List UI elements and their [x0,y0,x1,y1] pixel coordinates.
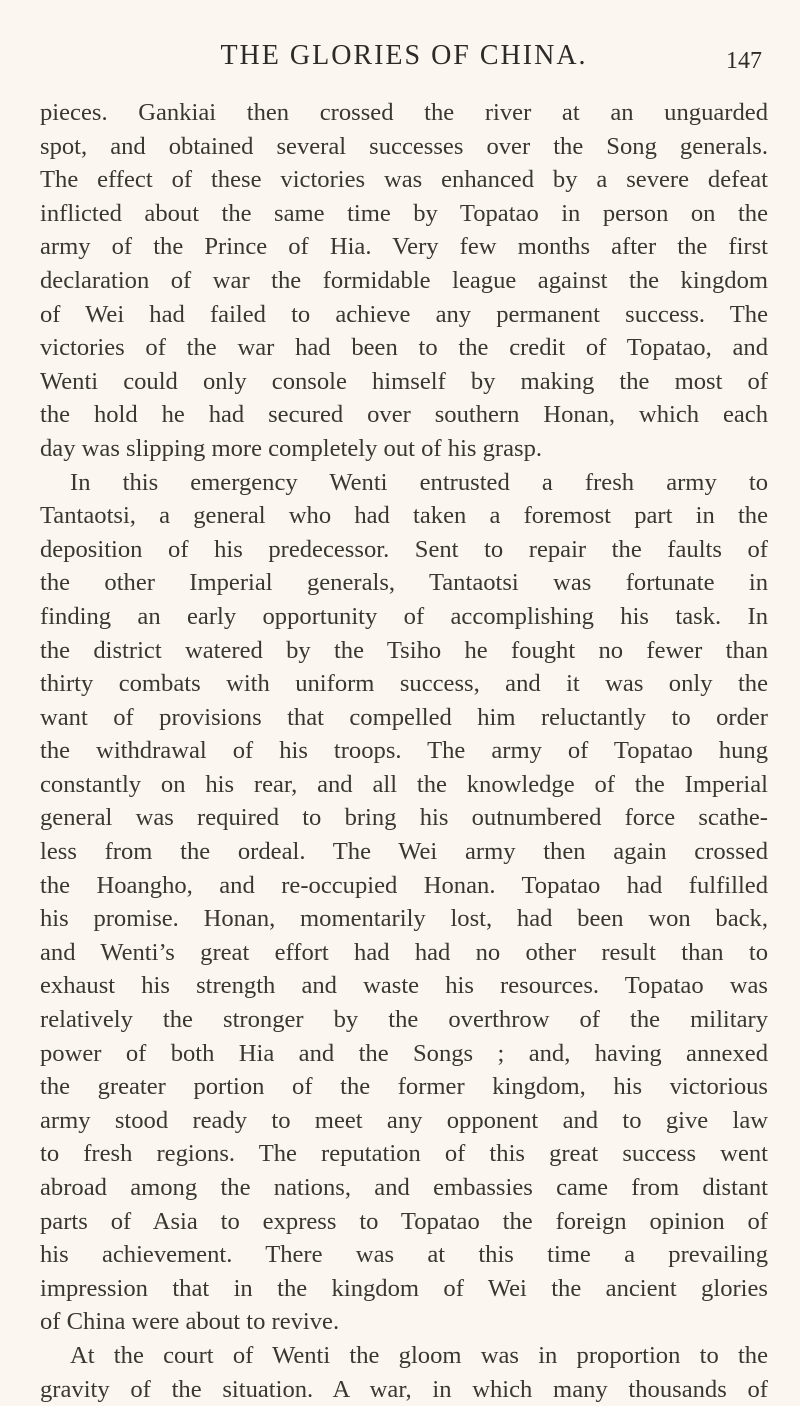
text-line: of China were about to revive. [40,1308,340,1336]
text-line: the hold he had secured over southern Honan, which each [40,401,768,429]
text-line: army of the Prince of Hia. Very few months after the first [40,233,768,261]
running-head: THE GLORIES OF CHINA. [220,40,588,71]
text-line: declaration of war the formidable league against the kingdom [40,266,768,294]
text-line: and Wenti’s great effort had had no other result than to [40,938,768,966]
text-line: to fresh regions. The reputation of this great success went [40,1140,768,1168]
text-line: parts of Asia to express to Topatao the foreign opinion of [40,1207,768,1235]
paragraph-first-line: At the court of Wenti the gloom was in proportion to the [70,1341,768,1369]
text-line: impression that in the kingdom of Wei the ancient glories [40,1274,768,1302]
text-line: his achievement. There was at this time a prevailing [40,1241,768,1269]
text-line: gravity of the situation. A war, in which many thousands of [40,1375,768,1403]
text-line: army stood ready to meet any opponent and to give law [40,1106,768,1134]
text-line: power of both Hia and the Songs ; and, having annexed [40,1039,768,1067]
text-line: inflicted about the same time by Topatao in person on the [40,199,768,227]
text-line: the other Imperial generals, Tantaotsi was fortunate in [40,569,768,597]
text-line: the district watered by the Tsiho he fought no fewer than [40,636,768,664]
text-line: the greater portion of the former kingdom, his victorious [40,1073,768,1101]
text-line: want of provisions that compelled him reluctantly to order [40,703,768,731]
text-line: general was required to bring his outnumbered force scathe- [40,804,768,832]
text-line: the withdrawal of his troops. The army of Topatao hung [40,737,768,765]
text-line: constantly on his rear, and all the knowledge of the Imperial [40,770,768,798]
text-line: exhaust his strength and waste his resources. Topatao was [40,972,768,1000]
text-line: victories of the war had been to the credit of Topatao, and [40,334,768,362]
text-line: The effect of these victories was enhanced by a severe defeat [40,166,768,194]
text-line: less from the ordeal. The Wei army then again crossed [40,838,768,866]
text-line: day was slipping more completely out of his grasp. [40,434,543,462]
paragraph-first-line: In this emergency Wenti entrusted a fresh army to [70,468,768,496]
text-line: relatively the stronger by the overthrow of the military [40,1006,768,1034]
text-line: thirty combats with uniform success, and it was only the [40,670,768,698]
text-line: abroad among the nations, and embassies came from distant [40,1174,768,1201]
text-line: his promise. Honan, momentarily lost, had been won back, [40,905,768,933]
text-line: Tantaotsi, a general who had taken a foremost part in the [40,502,768,530]
text-line: spot, and obtained several successes over the Song generals. [40,132,768,160]
text-line: the Hoangho, and re-occupied Honan. Topatao had fulfilled [40,871,768,899]
book-page [40,20,768,1406]
text-line: of Wei had failed to achieve any permanent success. The [40,300,768,328]
text-line: deposition of his predecessor. Sent to repair the faults of [40,535,768,563]
page-number: 147 [726,48,762,74]
text-line: pieces. Gankiai then crossed the river at an unguarded [40,99,768,126]
text-line: Wenti could only console himself by making the most of [40,367,768,395]
text-line: finding an early opportunity of accomplishing his task. In [40,602,768,630]
page-header [40,20,768,78]
body-text [40,96,768,1406]
